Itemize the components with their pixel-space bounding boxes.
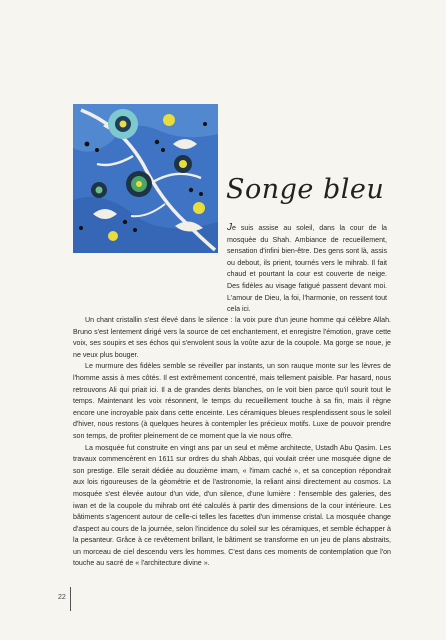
lead-text: e suis assise au soleil, dans la cour de la mosquée du Shah. Ambiance de recueillement, sensation d'infini bien-être. Des gens sont là, assis ou debout, ils prient, tournés vers le mihrab. Il fait chaud et pourtant la cour est couverte de neige. Des fidèles au visage fatigué passent devant moi. L'amour de Dieu, la foi, l'harmonie, on ressent tout cela ici. xyxy=(227,224,387,314)
body-paragraph: Un chant cristallin s'est élevé dans le silence : la voix pure d'un jeune homme qui célèbre Allah. Bruno s'est lentement dirigé vers la source de cet enchantement, et enregistre l'émotion, grave cette voix, ses soupirs et ses échos qui s'envolent sous la voûte azur de la coupole. Ma gorge se noue, je ne veux plus bouger. xyxy=(73,316,391,359)
article-title: Songe bleu xyxy=(226,174,385,205)
folio-rule xyxy=(70,587,71,611)
lead-paragraph xyxy=(227,222,387,316)
page-number: 22 xyxy=(58,594,66,601)
article-body xyxy=(73,315,391,570)
body-paragraph: Le murmure des fidèles semble se réveiller par instants, un son rauque monte sur les lèvres de l'homme assis à mes côtés. Il est extrêmement concentré, mais tellement paisible. Par hasard, nous retrouvons Ali qui priait ici. Il a de grandes dents blanches, on le voit bien parce qu'il sourit tout le temps. Maintenant les voix résonnent, le temps du recueillement touche à sa fin, mais il règne encore une incroyable paix dans cette enceinte. Les céramiques bleues resplendissent sous le soleil d'hiver, nous restons (à quelques heures à contempler les précieux motifs. Luxe de pouvoir prendre son temps, de profiter pleinement de ce moment que la vie nous offre. xyxy=(73,362,391,440)
blue-tile-watercolor xyxy=(73,104,218,253)
drop-cap: J xyxy=(227,222,232,233)
body-paragraph: La mosquée fut construite en vingt ans par un seul et même architecte, Ustadh Abu Qasim. Les travaux commencèrent en 1611 sur ordres du shah Abbas, qui voulait créer une mosquée digne de son prestige. Elle serait dédiée au douzième imam, « l'imam caché », et sa conception répondrait aux lois rigoureuses de la géométrie et de l'astronomie, la reliant ainsi directement au cosmos. La mosquée s'est élevée autour d'un vide, d'un silence, d'une lumière : l'ensemble des galeries, des iwan et de la coupole du mihrab ont été calculés à partir des dimensions de la cour intérieure. Les bâtiments s'agencent autour de celle-ci telles les facettes d'un immense cristal. La mosquée change d'aspect au cours de la journée, selon l'incidence du soleil sur les céramiques, et semble échapper à la pesanteur. Grâce à ce revêtement brillant, le bâtiment se transforme en un jeu de plans abstraits, un morceau de ciel descendu vers les hommes. C'est dans ces moments de contemplation que l'on touche au sacré de « l'architecture divine ». xyxy=(73,443,391,568)
